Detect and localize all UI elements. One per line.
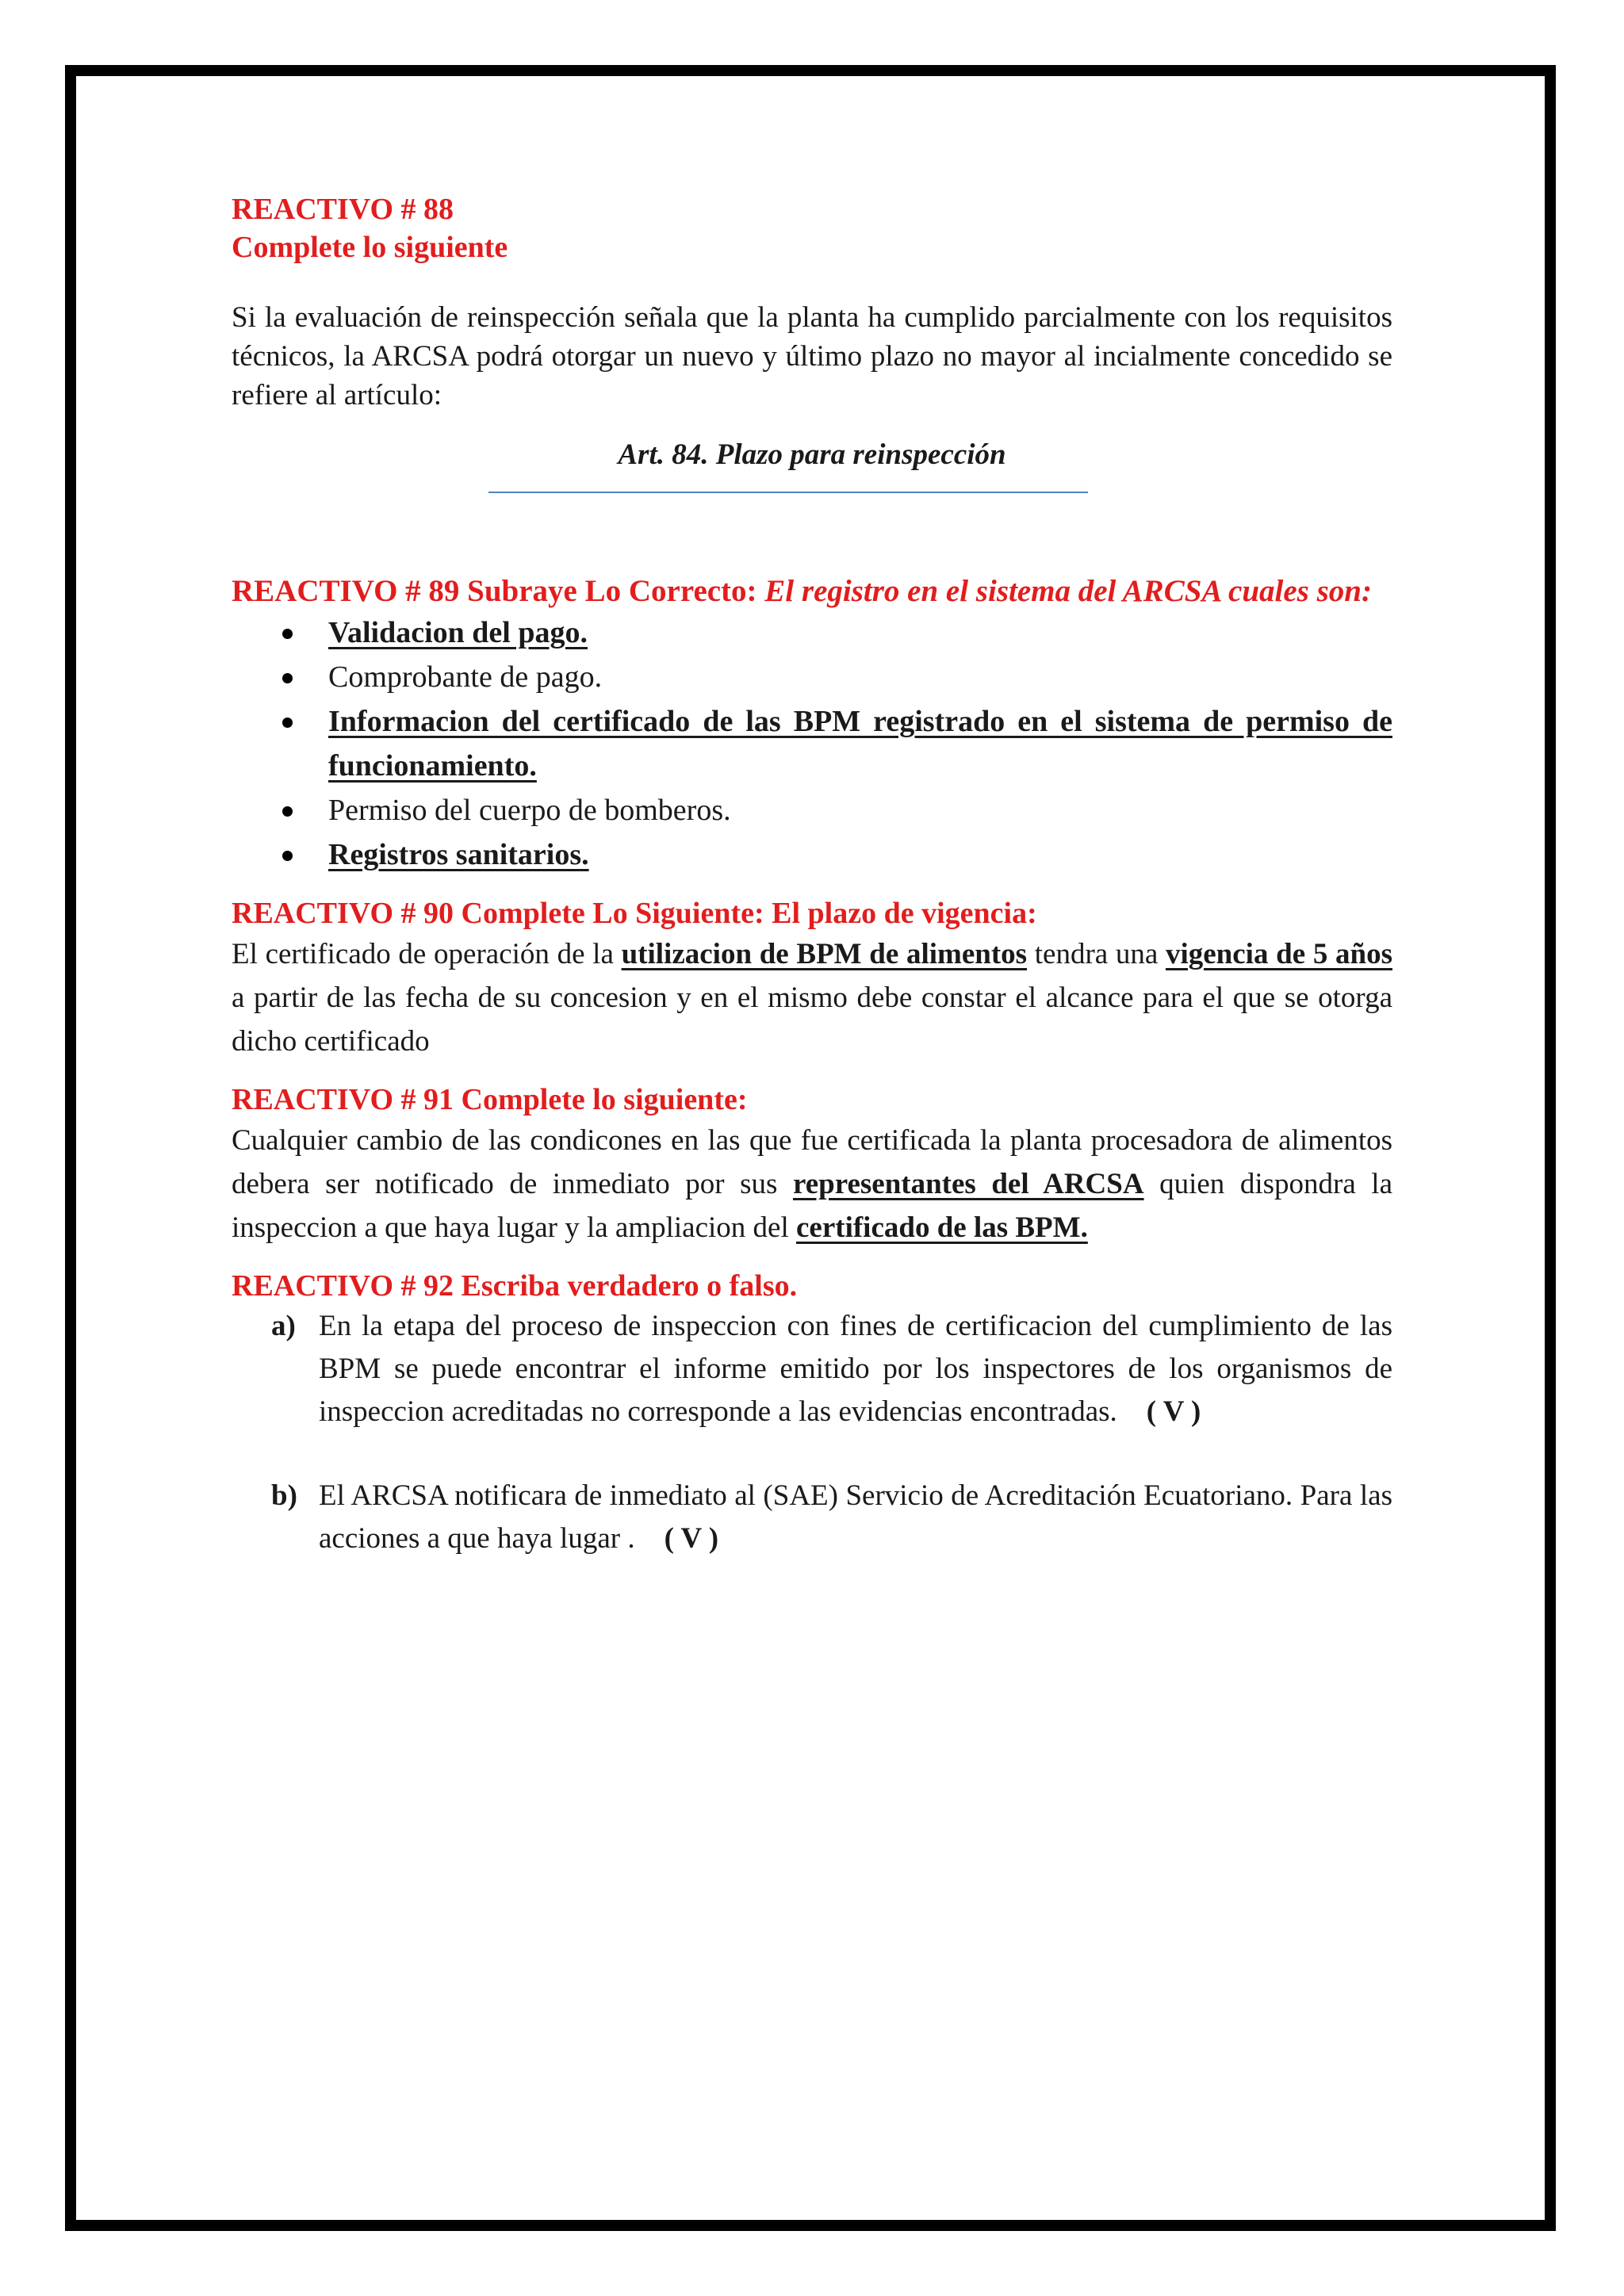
body-text: quien dispondra la inspeccion a que haya lugar y la ampliacion del — [232, 1168, 1392, 1244]
item-letter: b) — [271, 1479, 297, 1512]
bullet-icon — [282, 629, 293, 639]
question-89-options — [232, 610, 1392, 877]
bullet-icon — [282, 806, 293, 817]
fill-answer: utilizacion de BPM de alimentos — [621, 938, 1028, 970]
question-88 — [232, 190, 1392, 493]
question-90-body — [232, 932, 1392, 1063]
question-88-body: Si la evaluación de reinspección señala que la planta ha cumplido parcialmente con los requisitos técnicos, la ARCSA podrá otorgar un nuevo y último plazo no mayor al incialmente concedido se refiere al artículo: — [232, 301, 1392, 411]
option-text: Validacion del pago. — [328, 616, 588, 649]
true-false-mark: ( V ) — [1146, 1395, 1201, 1428]
bullet-icon — [282, 718, 293, 728]
question-91 — [232, 1081, 1392, 1249]
question-91-title: REACTIVO # 91 Complete lo siguiente: — [232, 1083, 748, 1116]
body-text: El certificado de operación de la — [232, 938, 622, 970]
bullet-icon — [282, 851, 293, 861]
body-text: tendra una — [1027, 938, 1166, 970]
question-90-title: REACTIVO # 90 Complete Lo Siguiente: El plazo de vigencia: — [232, 897, 1037, 930]
option-text: Registros sanitarios. — [328, 838, 589, 871]
question-88-subtitle: Complete lo siguiente — [232, 231, 508, 264]
question-88-title: REACTIVO # 88 — [232, 193, 454, 226]
question-92-title: REACTIVO # 92 Escriba verdadero o falso. — [232, 1269, 798, 1303]
body-text: Cualquier cambio de las condicones en las que fue certificada la planta procesadora de alimentos debera ser notificado de inmediato por sus — [232, 1124, 1392, 1200]
question-89-label: REACTIVO # 89 Subraye Lo Correcto: — [232, 574, 757, 608]
fill-answer: certificado de las BPM. — [795, 1211, 1088, 1244]
item-text: En la etapa del proceso de inspeccion con fines de certificacion del cumplimiento de las BPM se puede encontrar el informe emitido por los inspectores de los organismos de inspeccion acreditadas no corresponde a las evidencias encontradas. — [319, 1310, 1392, 1428]
true-false-item — [232, 1475, 1392, 1560]
question-90 — [232, 894, 1392, 1063]
question-89-title — [232, 572, 1392, 610]
list-item — [232, 788, 1392, 832]
document-content — [232, 190, 1392, 1560]
fill-answer: representantes del ARCSA — [792, 1168, 1144, 1200]
list-item — [232, 832, 1392, 877]
option-text: Comprobante de pago. — [328, 660, 603, 694]
item-text: El ARCSA notificara de inmediato al (SAE) Servicio de Acreditación Ecuatoriano. Para las acciones a que haya lugar . — [319, 1479, 1392, 1555]
body-text: a partir de las fecha de su concesion y en el mismo debe constar el alcance para el que se otorga dicho certificado — [232, 982, 1392, 1058]
option-text: Informacion del certificado de las BPM registrado en el sistema de permiso de funcionamiento. — [328, 705, 1392, 783]
item-letter: a) — [271, 1310, 296, 1342]
true-false-mark: ( V ) — [664, 1522, 719, 1555]
question-89-question: El registro en el sistema del ARCSA cuales son: — [764, 574, 1372, 608]
question-89 — [232, 572, 1392, 877]
list-item — [232, 699, 1392, 788]
question-91-body — [232, 1119, 1392, 1249]
fill-answer: vigencia de 5 años — [1165, 938, 1392, 970]
list-item — [232, 610, 1392, 655]
true-false-item — [232, 1305, 1392, 1433]
list-item — [232, 655, 1392, 699]
question-88-answer: Art. 84. Plazo para reinspección — [618, 438, 1006, 471]
option-text: Permiso del cuerpo de bomberos. — [328, 794, 731, 827]
bullet-icon — [282, 673, 293, 683]
question-92 — [232, 1267, 1392, 1560]
